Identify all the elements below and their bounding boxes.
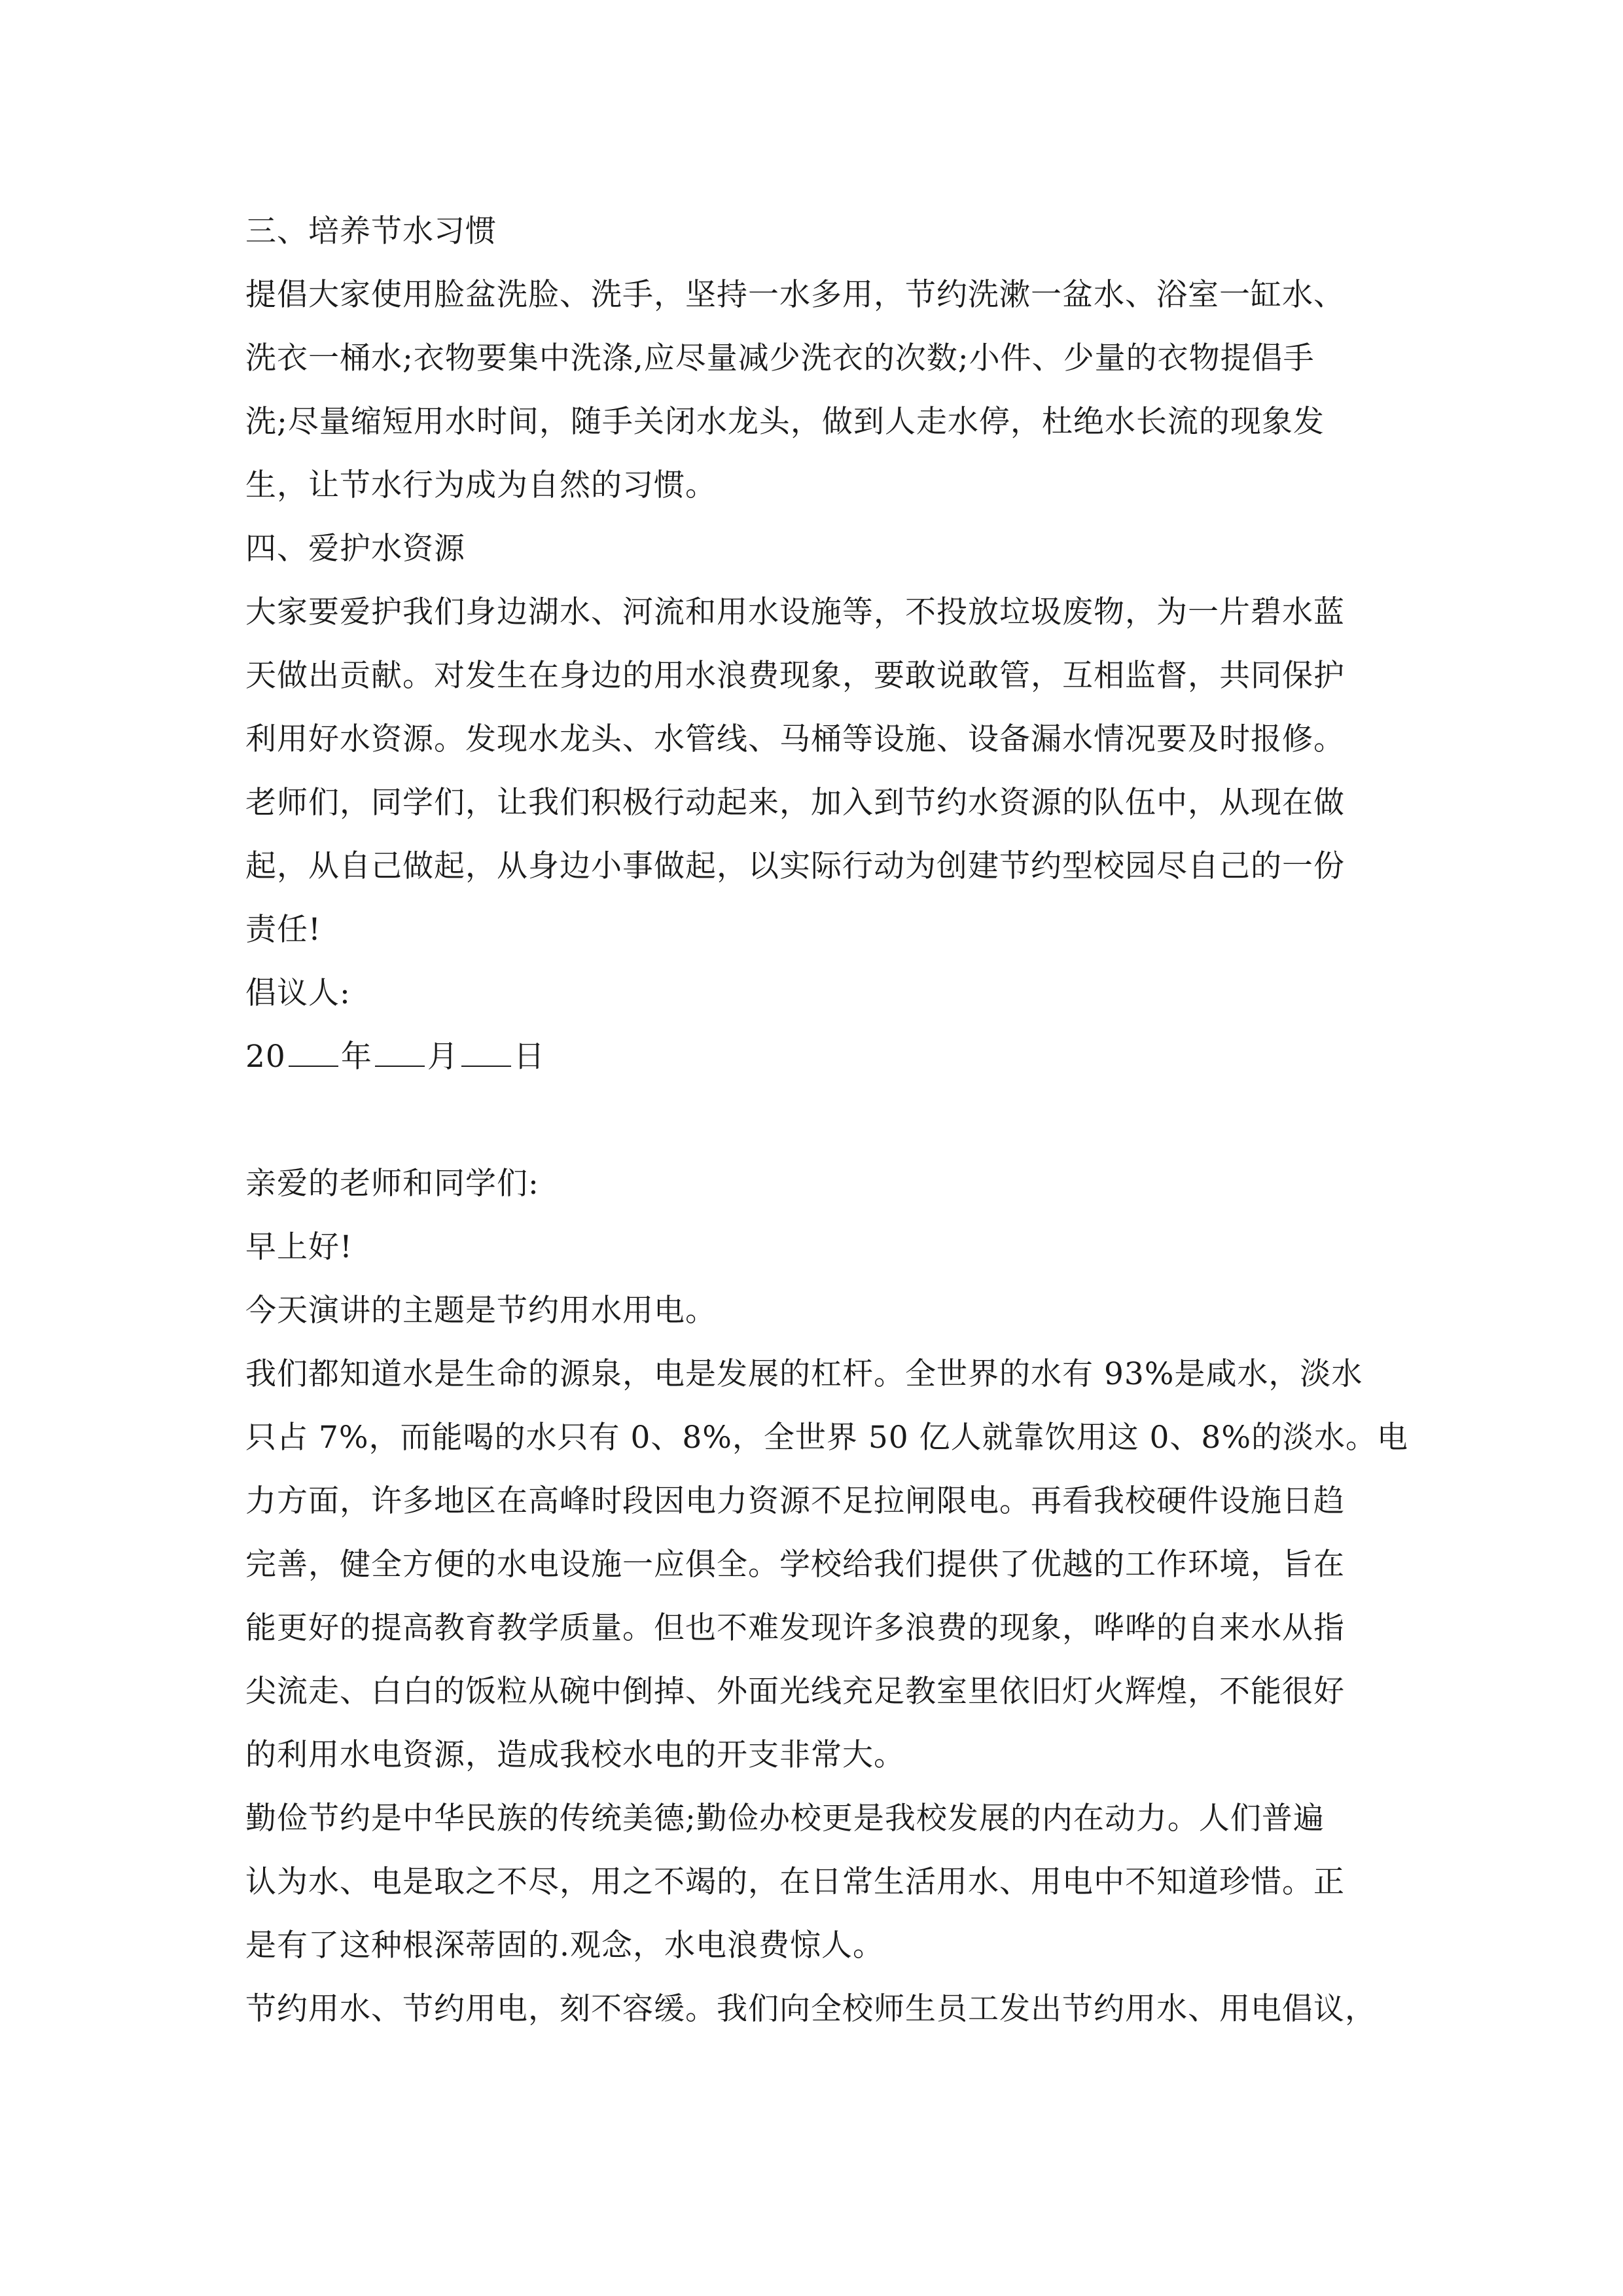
- month-blank: [375, 1039, 425, 1067]
- signature-date: [245, 1025, 1410, 1088]
- paragraph-line: 利用好水资源。发现水龙头、水管线、马桶等设施、设备漏水情况要及时报修。: [245, 721, 1345, 757]
- section-heading: 四、爱护水资源: [245, 531, 465, 567]
- section-gap: [245, 1088, 1410, 1152]
- paragraph-line: 大家要爱护我们身边湖水、河流和用水设施等，不投放垃圾废物，为一片碧水蓝: [245, 594, 1345, 630]
- date-prefix: 20: [245, 1039, 286, 1075]
- speech-morning: 早上好!: [245, 1229, 353, 1265]
- date-month: 月: [427, 1039, 459, 1075]
- date-day: 日: [513, 1039, 545, 1075]
- document-body: [245, 200, 1410, 2041]
- year-blank: [289, 1039, 338, 1067]
- paragraph-line: 力方面，许多地区在高峰时段因电力资源不足拉闸限电。再看我校硬件设施日趋: [245, 1483, 1345, 1519]
- paragraph-line: 节约用水、节约用电，刻不容缓。我们向全校师生员工发出节约用水、用电倡议，: [245, 1991, 1376, 2027]
- date-year: 年: [340, 1039, 372, 1075]
- paragraph-line: 能更好的提高教育教学质量。但也不难发现许多浪费的现象，哗哗的自来水从指: [245, 1610, 1345, 1646]
- paragraph-line: 是有了这种根深蒂固的.观念，水电浪费惊人。: [245, 1928, 884, 1964]
- signature-label: 倡议人:: [245, 975, 351, 1011]
- paragraph-line: 洗衣一桶水;衣物要集中洗涤,应尽量减少洗衣的次数;小件、少量的衣物提倡手: [245, 340, 1315, 376]
- paragraph-line: 尖流走、白白的饭粒从碗中倒掉、外面光线充足教室里依旧灯火辉煌，不能很好: [245, 1674, 1345, 1710]
- paragraph-line: 认为水、电是取之不尽，用之不竭的，在日常生活用水、用电中不知道珍惜。正: [245, 1864, 1345, 1900]
- section-heading: 三、培养节水习惯: [245, 213, 497, 249]
- paragraph-line: 的利用水电资源，造成我校水电的开支非常大。: [245, 1737, 905, 1773]
- paragraph-line: 提倡大家使用脸盆洗脸、洗手，坚持一水多用，节约洗漱一盆水、浴室一缸水、: [245, 277, 1345, 313]
- paragraph-line: 生，让节水行为成为自然的习惯。: [245, 467, 717, 503]
- speech-topic: 今天演讲的主题是节约用水用电。: [245, 1293, 717, 1329]
- paragraph-line: 责任!: [245, 912, 321, 948]
- speech-greeting: 亲爱的老师和同学们:: [245, 1166, 539, 1202]
- day-blank: [461, 1039, 511, 1067]
- paragraph-line: 我们都知道水是生命的源泉，电是发展的杠杆。全世界的水有 93%是咸水，淡水: [245, 1356, 1363, 1392]
- paragraph-line: 老师们，同学们，让我们积极行动起来，加入到节约水资源的队伍中，从现在做: [245, 785, 1345, 821]
- paragraph-line: 勤俭节约是中华民族的传统美德;勤俭办校更是我校发展的内在动力。人们普遍: [245, 1801, 1325, 1837]
- paragraph-line: 洗;尽量缩短用水时间，随手关闭水龙头，做到人走水停，杜绝水长流的现象发: [245, 404, 1325, 440]
- paragraph-line: 起，从自己做起，从身边小事做起，以实际行动为创建节约型校园尽自己的一份: [245, 848, 1345, 884]
- paragraph-line: 完善，健全方便的水电设施一应俱全。学校给我们提供了优越的工作环境，旨在: [245, 1547, 1345, 1583]
- paragraph-line: 只占 7%，而能喝的水只有 0、8%，全世界 50 亿人就靠饮用这 0、8%的淡水。电: [245, 1420, 1408, 1456]
- paragraph-line: 天做出贡献。对发生在身边的用水浪费现象，要敢说敢管，互相监督，共同保护: [245, 658, 1345, 694]
